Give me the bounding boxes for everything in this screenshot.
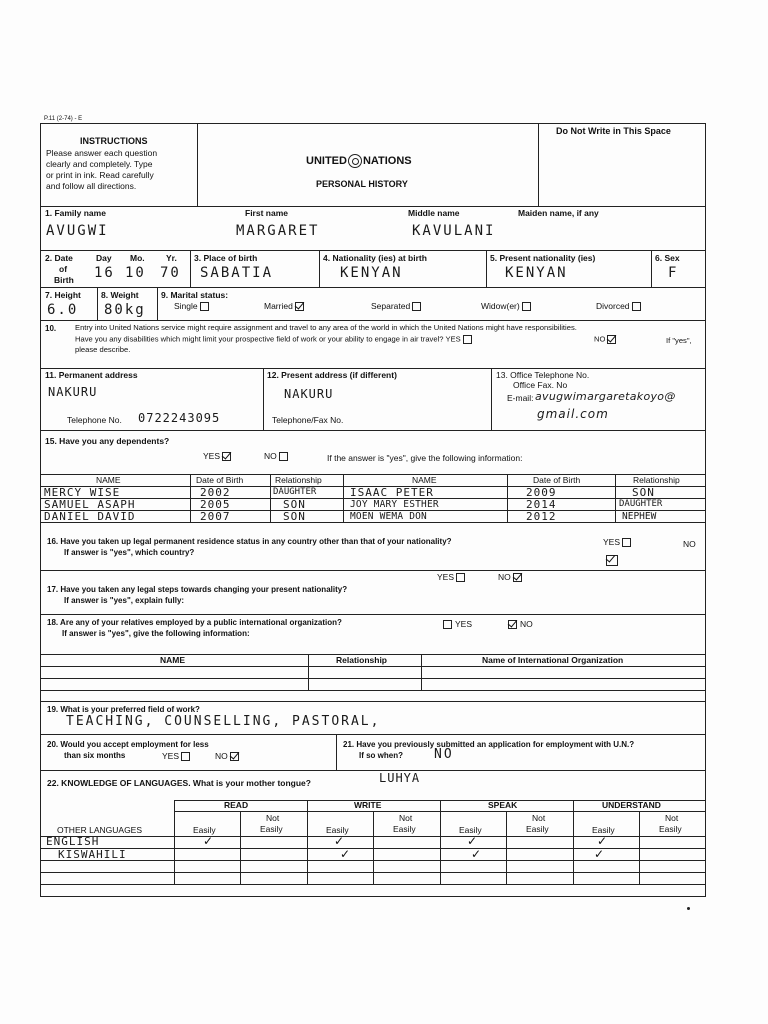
dep-rel-cell[interactable]: DAUGHTER — [619, 499, 663, 509]
instructions-text: and follow all directions. — [46, 181, 137, 191]
language-row-kiswahili[interactable]: KISWAHILI — [58, 848, 127, 861]
write-not-easily-label: Easily — [393, 824, 416, 834]
dep-rel-cell[interactable]: SON — [283, 498, 306, 511]
q17-no-checkbox[interactable] — [513, 573, 522, 582]
month-label: Mo. — [130, 253, 145, 263]
office-telephone-label: 13. Office Telephone No. — [496, 370, 590, 380]
q20-text: 20. Would you accept employment for less — [47, 740, 209, 749]
form-title: PERSONAL HISTORY — [316, 179, 408, 189]
sex-value[interactable]: F — [668, 265, 679, 281]
maiden-name-label: Maiden name, if any — [518, 208, 599, 218]
separated-label: Separated — [371, 301, 411, 311]
email-value-line1[interactable]: avugwimargaretakoyo@ — [535, 390, 676, 403]
dep-dob-cell[interactable]: 2014 — [526, 498, 557, 511]
permanent-address-label: 11. Permanent address — [45, 370, 138, 380]
read-not-label: Not — [266, 813, 280, 823]
q10-no-label: NO — [594, 334, 606, 344]
understand-not-label: Not — [665, 813, 679, 823]
q18-header-name: NAME — [160, 655, 186, 665]
dep-header-rel-1: Relationship — [275, 475, 322, 485]
q20-no-checkbox[interactable] — [230, 752, 239, 761]
lang-header-read: READ — [224, 800, 249, 810]
q21-when-label: If so when? — [359, 751, 403, 760]
instructions-text: clearly and completely. Type — [46, 159, 153, 169]
understand-not-easily-label: Easily — [659, 824, 682, 834]
q17-yes[interactable] — [437, 573, 465, 582]
present-address-label: 12. Present address (if different) — [267, 370, 397, 380]
divorced-checkbox[interactable] — [632, 302, 641, 311]
telephone-fax-label: Telephone/Fax No. — [272, 415, 344, 425]
q15-label: 15. Have you any dependents? — [45, 436, 170, 446]
instructions-text: Please answer each question — [46, 148, 158, 158]
q17-text: 17. Have you taken any legal steps towards changing your present nationality? — [47, 585, 348, 594]
q16-no-label: NO — [683, 539, 696, 549]
of-label: of — [59, 264, 68, 274]
dep-rel-cell[interactable]: SON — [632, 486, 655, 499]
q17-no[interactable] — [498, 573, 522, 582]
widowed-label: Widow(er) — [481, 301, 520, 311]
dep-rel-cell[interactable]: SON — [283, 510, 306, 523]
speak-easily-label: Easily — [459, 825, 482, 835]
q18-no-label: NO — [520, 619, 533, 629]
speak-not-easily-label: Easily — [526, 824, 549, 834]
birth-year-value[interactable]: 70 — [160, 265, 181, 281]
separated-checkbox[interactable] — [412, 302, 421, 311]
dep-dob-cell[interactable]: 2002 — [200, 486, 231, 499]
read-not-easily-label: Easily — [260, 824, 283, 834]
table-row[interactable]: MERCY WISE — [44, 486, 121, 499]
q10-no[interactable] — [594, 335, 616, 344]
q15-no[interactable] — [264, 452, 288, 461]
email-label: E-mail: — [507, 393, 534, 403]
check-mark-icon: ✓ — [334, 834, 345, 848]
q21-answer[interactable]: NO — [434, 747, 454, 762]
q16-yes[interactable] — [603, 538, 631, 547]
lang-header-understand: UNDERSTAND — [602, 800, 661, 810]
dep-name-cell[interactable]: MOEN WEMA DON — [350, 511, 427, 522]
q10-describe: please describe. — [75, 345, 131, 354]
dep-name-cell[interactable]: JOY MARY ESTHER — [350, 499, 439, 510]
weight-value[interactable]: 80kg — [104, 302, 146, 318]
nationality-at-birth-label: 4. Nationality (ies) at birth — [323, 253, 427, 263]
q10-if-yes: If "yes", — [666, 336, 692, 345]
q10-text: Entry into United Nations service might require assignment and travel to any area of the world in which the United Nations might have responsibilities. — [75, 323, 577, 332]
check-mark-icon: ✓ — [340, 847, 351, 861]
middle-name-label: Middle name — [408, 208, 460, 218]
language-row-english[interactable]: ENGLISH — [46, 835, 100, 848]
family-name-label: 1. Family name — [45, 208, 106, 218]
dep-header-name-2: NAME — [412, 475, 437, 485]
office-fax-label: Office Fax. No — [513, 380, 568, 390]
read-easily-label: Easily — [193, 825, 216, 835]
q18-header-relationship: Relationship — [336, 655, 388, 665]
q16-country-text: If answer is "yes", which country? — [64, 548, 195, 557]
place-of-birth-label: 3. Place of birth — [194, 253, 258, 263]
q20-no[interactable] — [215, 752, 239, 761]
marital-married[interactable] — [264, 302, 304, 311]
present-nationality-value[interactable]: KENYAN — [505, 265, 568, 281]
q10-yes-checkbox[interactable] — [463, 335, 472, 344]
day-label: Day — [96, 253, 112, 263]
middle-name-value[interactable]: KAVULANI — [412, 223, 496, 239]
weight-label: 8. Weight — [101, 290, 139, 300]
q20-yes[interactable] — [162, 752, 190, 761]
speak-not-label: Not — [532, 813, 546, 823]
q10-yes-label: YES — [445, 334, 461, 344]
dep-header-dob-1: Date of Birth — [196, 475, 244, 485]
other-languages-label: OTHER LANGUAGES — [57, 825, 143, 835]
marital-divorced[interactable] — [596, 302, 641, 311]
q18-no[interactable] — [508, 620, 533, 629]
dep-dob-cell[interactable]: 2007 — [200, 510, 231, 523]
dep-rel-cell[interactable]: NEPHEW — [622, 511, 657, 522]
un-left-text: UNITED — [306, 154, 347, 167]
instructions-text: or print in ink. Read carefully — [46, 170, 154, 180]
q17-no-label: NO — [498, 572, 511, 582]
present-nationality-label: 5. Present nationality (ies) — [490, 253, 596, 263]
married-label: Married — [264, 301, 293, 311]
instructions-title: INSTRUCTIONS — [80, 136, 148, 146]
q17-yes-label: YES — [437, 572, 455, 582]
telephone-value[interactable]: 0722243095 — [138, 411, 221, 425]
q18-no-checkbox[interactable] — [508, 620, 517, 629]
marital-status-label: 9. Marital status: — [161, 290, 229, 300]
q15-yes-checkbox[interactable] — [222, 452, 231, 461]
office-use-label: Do Not Write in This Space — [556, 126, 671, 136]
sex-label: 6. Sex — [655, 253, 680, 263]
birth-date-label: 2. Date — [45, 253, 73, 263]
birth-day-value[interactable]: 16 — [94, 265, 115, 281]
q17-yes-checkbox[interactable] — [456, 573, 465, 582]
q20-six-months: than six months — [64, 751, 126, 760]
place-of-birth-value[interactable]: SABATIA — [200, 265, 274, 281]
first-name-value[interactable]: MARGARET — [236, 223, 320, 239]
check-mark-icon: ✓ — [203, 834, 214, 848]
un-right-text: NATIONS — [362, 154, 412, 167]
birth-label: Birth — [54, 275, 74, 285]
q15-no-label: NO — [264, 451, 277, 461]
table-row[interactable]: SAMUEL ASAPH — [44, 498, 136, 511]
check-mark-icon: ✓ — [597, 834, 608, 848]
lang-header-speak: SPEAK — [488, 800, 518, 810]
q10-question-text: Have you any disabilities which might limit your prospective field of work or your ability to engage in air travel? — [75, 334, 444, 344]
q21-text: 21. Have you previously submitted an application for employment with U.N.? — [343, 740, 635, 749]
q20-yes-label: YES — [162, 751, 180, 761]
q17-explain-text: If answer is "yes", explain fully: — [64, 596, 185, 605]
telephone-label: Telephone No. — [67, 415, 122, 425]
check-mark-icon: ✓ — [594, 847, 605, 861]
dep-header-name-1: NAME — [96, 475, 121, 485]
q15-no-checkbox[interactable] — [279, 452, 288, 461]
understand-easily-label: Easily — [592, 825, 615, 835]
q15-instructions: If the answer is "yes", give the following information: — [327, 453, 523, 463]
q22-label: 22. KNOWLEDGE OF LANGUAGES. What is your mother tongue? — [47, 778, 311, 788]
dep-name-cell[interactable]: ISAAC PETER — [350, 486, 434, 499]
page-dot — [687, 907, 690, 910]
mother-tongue-value[interactable]: LUHYA — [379, 771, 421, 785]
single-checkbox[interactable] — [200, 302, 209, 311]
check-mark-icon: ✓ — [467, 834, 478, 848]
q10-no-checkbox[interactable] — [607, 335, 616, 344]
q18-yes-label: YES — [455, 619, 473, 629]
q15-yes[interactable] — [203, 452, 231, 461]
email-value-line2[interactable]: gmail.com — [537, 407, 609, 421]
q10-question — [75, 335, 472, 344]
write-easily-label: Easily — [326, 825, 349, 835]
dep-header-dob-2: Date of Birth — [533, 475, 581, 485]
present-address-value[interactable]: NAKURU — [284, 387, 334, 401]
widowed-checkbox[interactable] — [522, 302, 531, 311]
un-header — [306, 154, 412, 168]
marital-widowed[interactable] — [481, 302, 531, 311]
q18-text: 18. Are any of your relatives employed by a public international organization? — [47, 618, 342, 627]
single-label: Single — [174, 301, 198, 311]
q20-yes-checkbox[interactable] — [181, 752, 190, 761]
un-emblem-icon — [348, 154, 362, 168]
table-row[interactable]: DANIEL DAVID — [44, 510, 136, 523]
check-mark-icon: ✓ — [471, 847, 482, 861]
nationality-at-birth-value[interactable]: KENYAN — [340, 265, 403, 281]
q16-no-checkbox[interactable] — [606, 555, 618, 566]
write-not-label: Not — [399, 813, 413, 823]
lang-header-write: WRITE — [354, 800, 382, 810]
q18-yes[interactable] — [443, 620, 472, 629]
year-label: Yr. — [166, 253, 177, 263]
q20-no-label: NO — [215, 751, 228, 761]
dep-header-rel-2: Relationship — [633, 475, 680, 485]
height-label: 7. Height — [45, 290, 81, 300]
q18-header-org: Name of International Organization — [482, 655, 624, 665]
permanent-address-value[interactable]: NAKURU — [48, 385, 98, 399]
married-checkbox[interactable] — [295, 302, 304, 311]
q10-number: 10. — [45, 324, 57, 333]
q18-yes-checkbox[interactable] — [443, 620, 452, 629]
q15-yes-label: YES — [203, 451, 221, 461]
q19-label: 19. What is your preferred field of work? — [47, 705, 200, 714]
q18-info-text: If answer is "yes", give the following information: — [62, 629, 250, 638]
dep-dob-cell[interactable]: 2012 — [526, 510, 557, 523]
divorced-label: Divorced — [596, 301, 630, 311]
birth-month-value[interactable]: 10 — [125, 265, 146, 281]
marital-separated[interactable] — [371, 302, 421, 311]
q16-yes-label: YES — [603, 537, 621, 547]
q19-answer[interactable]: TEACHING, COUNSELLING, PASTORAL, — [66, 714, 381, 729]
marital-single[interactable] — [174, 302, 209, 311]
dep-dob-cell[interactable]: 2005 — [200, 498, 231, 511]
form-code: P.11 (2-74) - E — [44, 116, 83, 122]
height-value[interactable]: 6.0 — [47, 302, 79, 318]
q20-options — [64, 752, 125, 761]
family-name-value[interactable]: AVUGWI — [46, 223, 109, 239]
dep-dob-cell[interactable]: 2009 — [526, 486, 557, 499]
dep-rel-cell[interactable]: DAUGHTER — [273, 487, 317, 497]
q16-text: 16. Have you taken up legal permanent residence status in any country other than that of your nationality? — [47, 537, 452, 546]
q16-yes-checkbox[interactable] — [622, 538, 631, 547]
first-name-label: First name — [245, 208, 288, 218]
